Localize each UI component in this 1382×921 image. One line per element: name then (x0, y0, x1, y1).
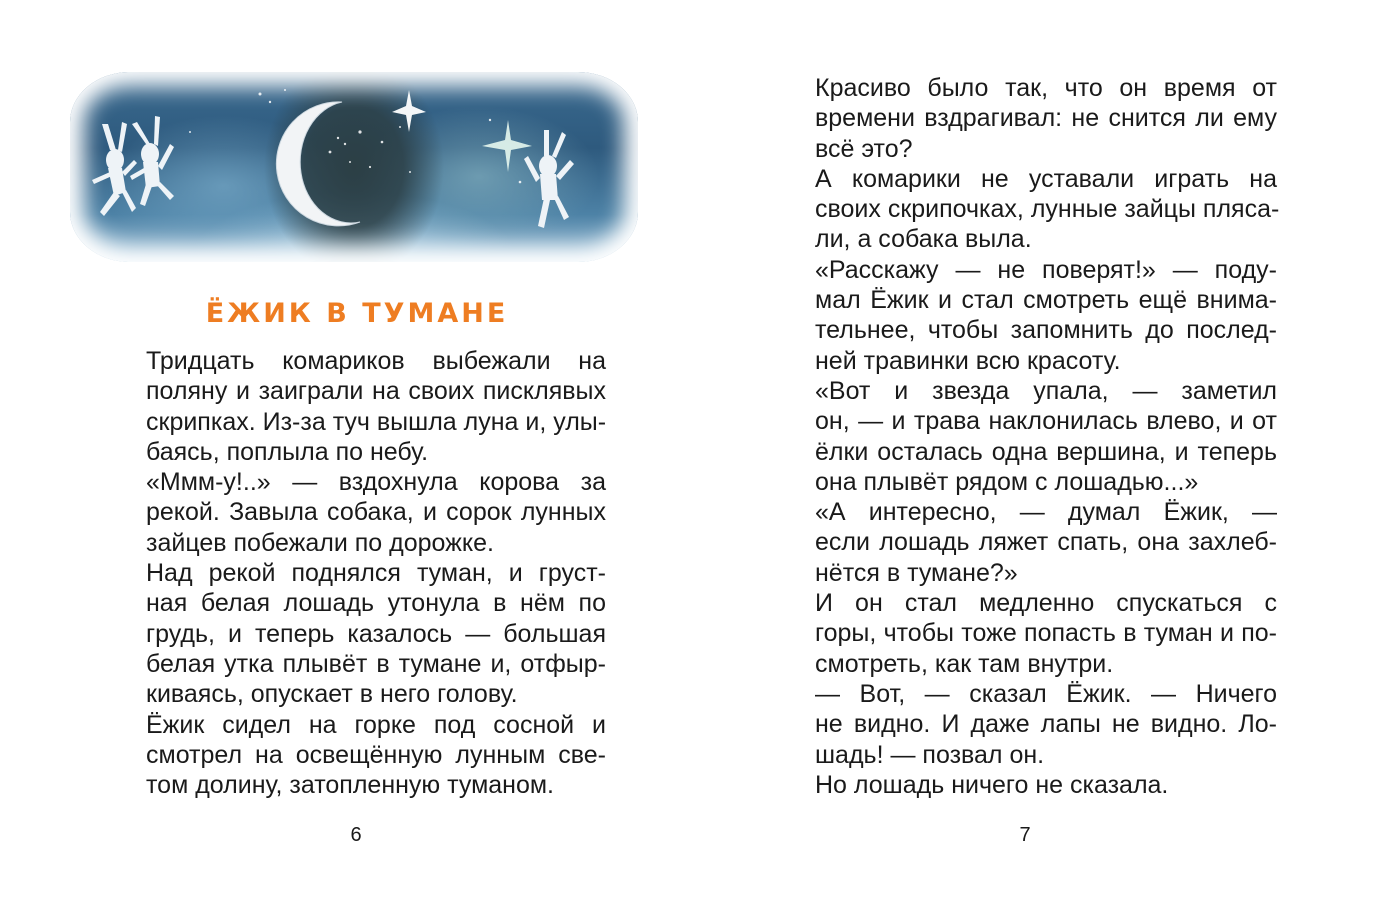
text-line: «Вот и звезда упала, — заметил (815, 376, 1277, 405)
text-line: ёлки осталась одна вершина, и теперь (815, 437, 1277, 466)
star-icon (392, 90, 426, 132)
hare-silhouette-icon (92, 122, 137, 216)
text-line: всё это? (815, 134, 913, 163)
text-line: «А интересно, — думал Ёжик, — (815, 498, 1277, 527)
text-line: мал Ёжик и стал смотреть ещё внима- (815, 286, 1277, 315)
text-line: «Расскажу — не поверят!» — поду- (815, 255, 1277, 284)
right-page (691, 0, 1382, 921)
text-line: Но лошадь ничего не сказала. (815, 770, 1169, 799)
text-line: ней травинки всю красоту. (815, 346, 1121, 375)
text-line: ная белая лошадь утонула в нём по (146, 589, 606, 618)
paragraph (777, 770, 1277, 800)
text-line: — Вот, — сказал Ёжик. — Ничего (815, 679, 1277, 708)
paragraph (777, 164, 1280, 255)
text-line: Красиво было так, что он время от (815, 74, 1277, 102)
text-line: времени вздрагивал: не снится ли ему (815, 104, 1277, 133)
story-title: ЁЖИК В ТУМАНЕ (205, 298, 509, 329)
page-number: 6 (350, 824, 362, 846)
text-line: Ёжик сидел на горке под сосной и (146, 710, 606, 739)
text-line: нётся в тумане?» (815, 558, 1018, 587)
paragraph (777, 73, 1277, 164)
text-line: шадь! — позвал он. (815, 740, 1045, 769)
text-line: зайцев побежали по дорожке. (146, 528, 494, 557)
text-line: смотреть, как там внутри. (815, 649, 1114, 678)
text-line: скрипках. Из-за туч вышла луна и, улы- (146, 407, 607, 436)
text-line: «Ммм-у!..» — вздохнула корова за (146, 468, 606, 497)
paragraph (777, 588, 1277, 679)
story-text-right (777, 73, 1280, 800)
text-line: если лошадь ляжет спать, она захлеб- (815, 528, 1277, 557)
text-line: белая утка плывёт в тумане и, отфыр- (146, 649, 606, 678)
paragraph (108, 558, 606, 709)
paragraph (777, 679, 1277, 770)
story-text-left (108, 346, 606, 800)
text-line: киваясь, опускает в него голову. (146, 680, 518, 709)
text-line: Над рекой поднялся туман, и груст- (146, 559, 606, 588)
paragraph (777, 376, 1277, 497)
text-line: И он стал медленно спускаться с (815, 589, 1277, 618)
hare-silhouette-icon (130, 116, 174, 206)
text-line: рекой. Завыла собака, и сорок лунных (146, 498, 606, 527)
paragraph (108, 467, 606, 558)
page-number: 7 (1019, 824, 1031, 846)
text-line: горы, чтобы тоже попасть в туман и по- (815, 619, 1277, 648)
text-line: баясь, поплыла по небу. (146, 437, 429, 466)
paragraph (108, 346, 606, 467)
paragraph (777, 255, 1277, 376)
text-line: Тридцать комариков выбежали на (146, 347, 606, 375)
text-line: смотрел на освещённую лунным све- (146, 740, 606, 769)
text-line: А комарики не уставали играть на (815, 164, 1277, 193)
text-line: грудь, и теперь казалось — большая (146, 619, 606, 648)
text-line: своих скрипочках, лунные зайцы пляса- (815, 195, 1280, 224)
star-icon (482, 120, 532, 172)
night-sky-illustration (70, 72, 638, 262)
hare-silhouette-icon (524, 130, 574, 228)
text-line: не видно. И даже лапы не видно. Ло- (815, 710, 1277, 739)
paragraph (777, 497, 1277, 588)
text-line: тельнее, чтобы запомнить до послед- (815, 316, 1277, 345)
text-line: том долину, затопленную туманом. (146, 771, 555, 800)
text-line: ли, а собака выла. (815, 225, 1032, 254)
text-line: она плывёт рядом с лошадью...» (815, 467, 1199, 496)
text-line: поляну и заиграли на своих писклявых (146, 377, 606, 406)
paragraph (108, 710, 606, 801)
text-line: он, — и трава наклонилась влево, и от (815, 407, 1277, 436)
crescent-moon-icon (276, 102, 360, 226)
